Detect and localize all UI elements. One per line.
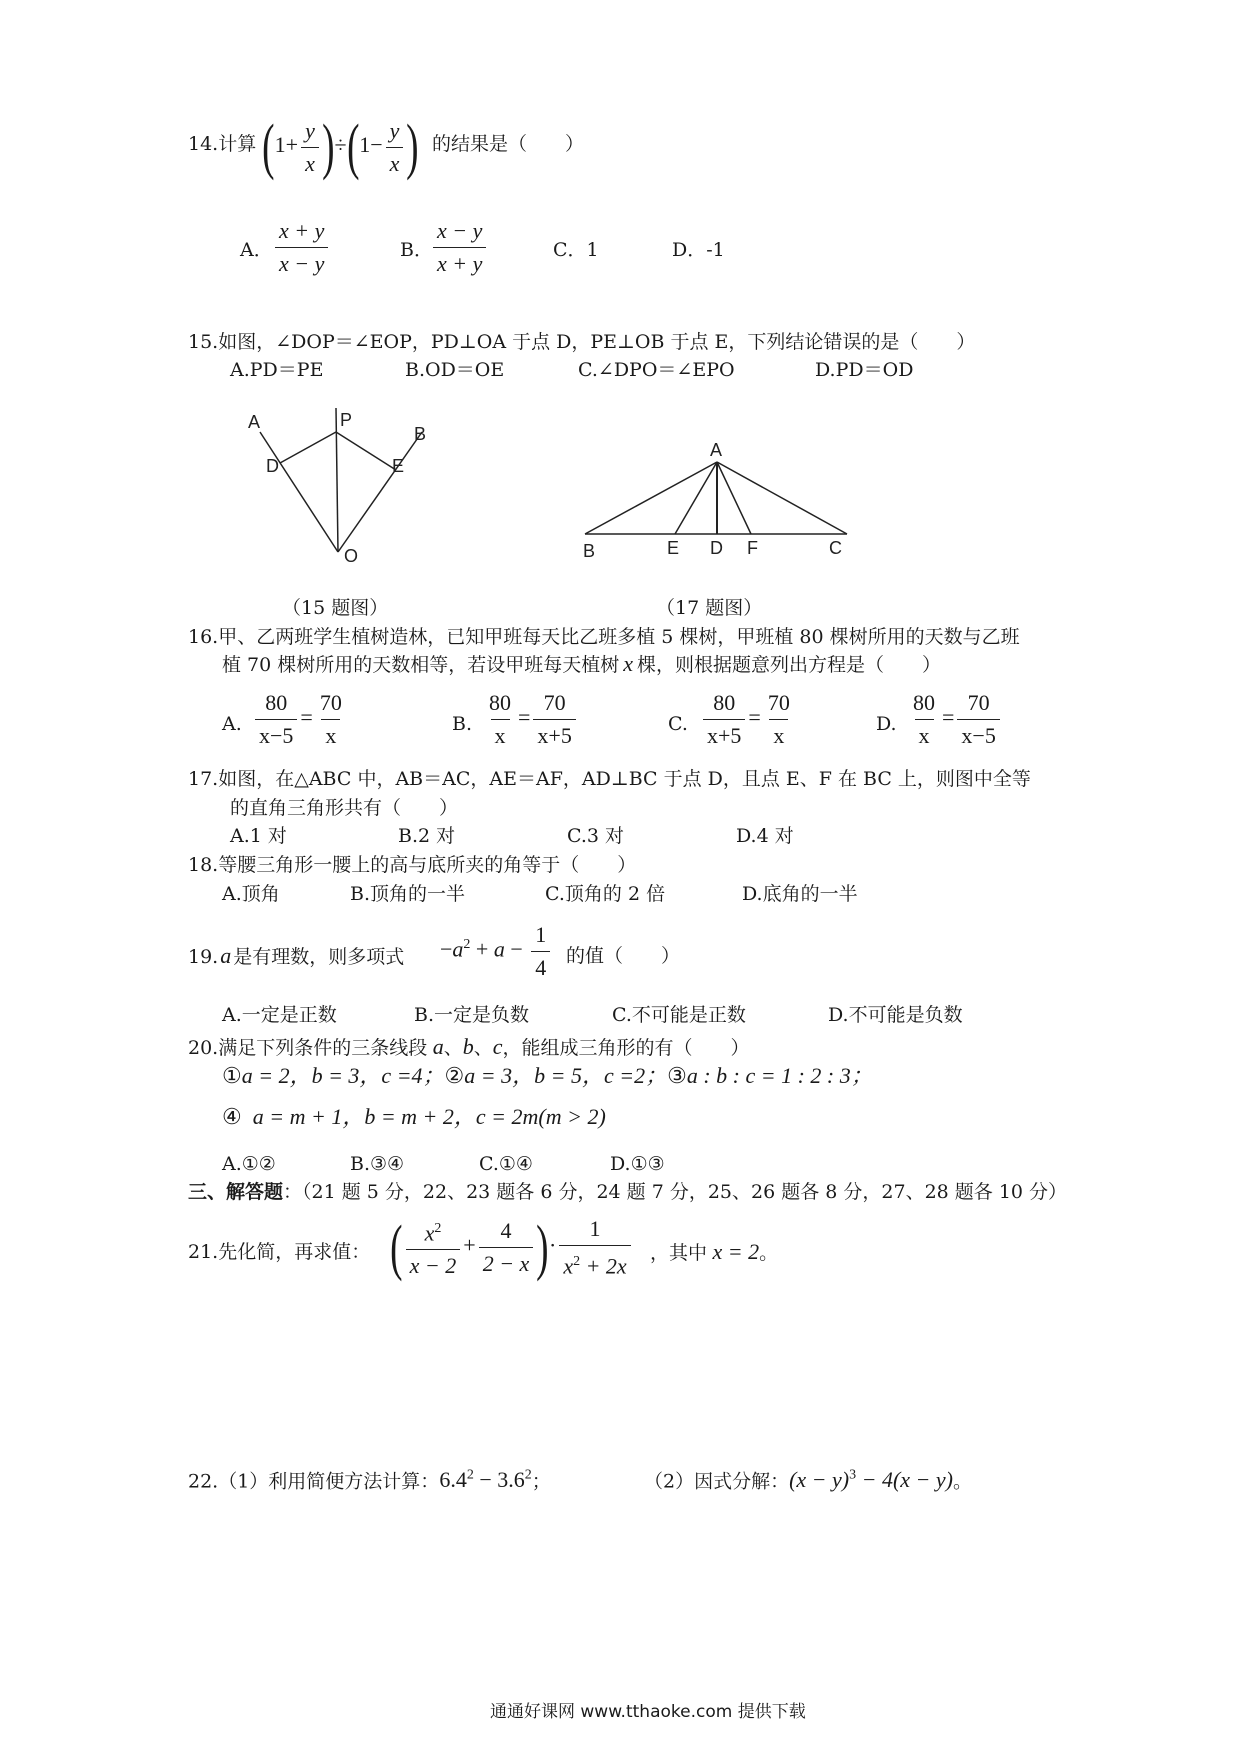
q16-option-a-label: A. <box>222 713 242 735</box>
q14-option-b-label: B． <box>400 239 433 261</box>
q16-option-a-equation: $\frac{80}{x-5}$ = $\frac{70}{x}$ <box>252 690 349 749</box>
q14-number: 14. <box>188 133 219 155</box>
q14-expression: (1+ $\frac{y}{x}$ )÷(1− $\frac{y}{x}$ ) <box>262 113 419 181</box>
fig15-label-p: P <box>340 410 353 430</box>
q15-option-c: C.∠DPO＝∠EPO <box>578 359 735 381</box>
figure-17 <box>575 440 865 570</box>
q16-option-c-equation: $\frac{80}{x+5}$ = $\frac{70}{x}$ <box>700 690 797 749</box>
q19-stem: 19.a 是有理数，则多项式 <box>188 943 405 968</box>
q14-suffix: 的结果是（ ） <box>432 133 585 155</box>
fig17-label-e: E <box>667 538 680 558</box>
q20-conditions-line2: ④ a = m + 1，b = m + 2，c = 2m(m > 2) <box>222 1104 606 1129</box>
q20-option-a: A.①② <box>222 1153 276 1175</box>
q18-stem: 18.等腰三角形一腰上的高与底所夹的角等于（ ） <box>188 854 637 876</box>
q14-option-b-value: $\frac{x - y}{x + y}$ <box>430 218 489 277</box>
fig15-label-a: A <box>248 412 261 432</box>
q18-option-b: B.顶角的一半 <box>350 883 466 905</box>
q14-prefix: 计算 <box>218 133 257 155</box>
fig17-label-f: F <box>747 538 758 558</box>
q15-option-a: A.PD＝PE <box>230 359 324 381</box>
q14-option-a-label: A． <box>240 239 273 261</box>
q15-option-d: D.PD＝OD <box>815 359 914 381</box>
q14-option-a-value: $\frac{x + y}{x - y}$ <box>272 218 331 277</box>
fig15-label-b: B <box>414 424 427 444</box>
q22-part1: 22.（1）利用简便方法计算：$6.4^2 - 3.6^2$； <box>188 1467 551 1493</box>
q19-polynomial: $-a^2 + a$ − $\frac{1}{4}$ <box>440 922 553 981</box>
q22-part2: （2）因式分解：$(x - y)^3 - 4(x - y)$。 <box>644 1467 973 1493</box>
q15-stem: 15.如图，∠DOP＝∠EOP，PD⊥OA 于点 D，PE⊥OB 于点 E，下列结论错误的是（ ） <box>188 331 976 353</box>
fig17-label-c: C <box>829 538 842 558</box>
q20-conditions-line1: ①a = 2，b = 3，c =4；②a = 3，b = 5，c =2；③a : b : c = 1 : 2 : 3； <box>222 1063 873 1088</box>
q17-option-d: D.4 对 <box>736 825 794 847</box>
fig17-label-b: B <box>583 541 596 561</box>
q21-expression: ( $\frac{x^2}{x - 2}$ + $\frac{4}{2 - x}$ )· $\frac{1}{x^2 + 2x}$ <box>390 1216 634 1279</box>
q16-option-b-equation: $\frac{80}{x}$ = $\frac{70}{x+5}$ <box>482 690 579 749</box>
caption-15: （15 题图） <box>282 597 389 619</box>
section3-heading: 三、解答题：（21 题 5 分，22、23 题各 6 分，24 题 7 分，25、26 题各 8 分，27、28 题各 10 分） <box>188 1181 1068 1203</box>
q20-option-d: D.①③ <box>610 1153 665 1175</box>
q16-option-d-label: D. <box>876 713 897 735</box>
q18-option-a: A.顶角 <box>222 883 280 905</box>
q20-option-b: B.③④ <box>350 1153 405 1175</box>
q17-line2: 的直角三角形共有（ ） <box>230 797 459 819</box>
q20-stem: 20.满足下列条件的三条线段 a、b、c，能组成三角形的有（ ） <box>188 1034 750 1059</box>
q18-option-c: C.顶角的 2 倍 <box>545 883 666 905</box>
q16-option-d-equation: $\frac{80}{x}$ = $\frac{70}{x-5}$ <box>906 690 1003 749</box>
q14-option-d: D．-1 <box>672 239 725 261</box>
fig17-label-a: A <box>710 440 723 460</box>
q19-suffix: 的值（ ） <box>566 945 681 967</box>
q21-condition: ，其中 x = 2。 <box>650 1239 779 1264</box>
fig15-label-d: D <box>266 456 279 476</box>
footer-source: 通通好课网 www.tthaoke.com 提供下载 <box>490 1702 806 1722</box>
q16-option-c-label: C. <box>668 713 688 735</box>
q16-line2: 植 70 棵树所用的天数相等，若设甲班每天植树 x 棵，则根据题意列出方程是（ ） <box>222 651 942 676</box>
q17-line1: 17.如图，在△ABC 中，AB＝AC，AE＝AF，AD⊥BC 于点 D，且点 E、F 在 BC 上，则图中全等 <box>188 768 1031 790</box>
q15-option-b: B.OD＝OE <box>405 359 505 381</box>
q20-option-c: C.①④ <box>479 1153 533 1175</box>
fig15-label-o: O <box>344 546 359 566</box>
caption-17: （17 题图） <box>656 597 763 619</box>
q17-option-a: A.1 对 <box>230 825 287 847</box>
fig17-label-d: D <box>710 538 723 558</box>
q17-option-c: C.3 对 <box>567 825 625 847</box>
q16-line1: 16.甲、乙两班学生植树造林，已知甲班每天比乙班多植 5 棵树，甲班植 80 棵树所用的天数与乙班 <box>188 626 1020 648</box>
q18-option-d: D.底角的一半 <box>742 883 858 905</box>
q19-option-a: A.一定是正数 <box>222 1004 337 1026</box>
q19-option-c: C.不可能是正数 <box>612 1004 746 1026</box>
q21-prefix: 21.先化简，再求值： <box>188 1241 371 1263</box>
q16-option-b-label: B. <box>452 713 473 735</box>
q17-option-b: B.2 对 <box>398 825 456 847</box>
fig15-label-e: E <box>392 456 405 476</box>
q19-option-b: B.一定是负数 <box>414 1004 530 1026</box>
q14-stem <box>188 132 256 156</box>
q19-option-d: D.不可能是负数 <box>828 1004 963 1026</box>
figure-15 <box>230 400 450 570</box>
q14-option-c: C．1 <box>553 239 599 261</box>
